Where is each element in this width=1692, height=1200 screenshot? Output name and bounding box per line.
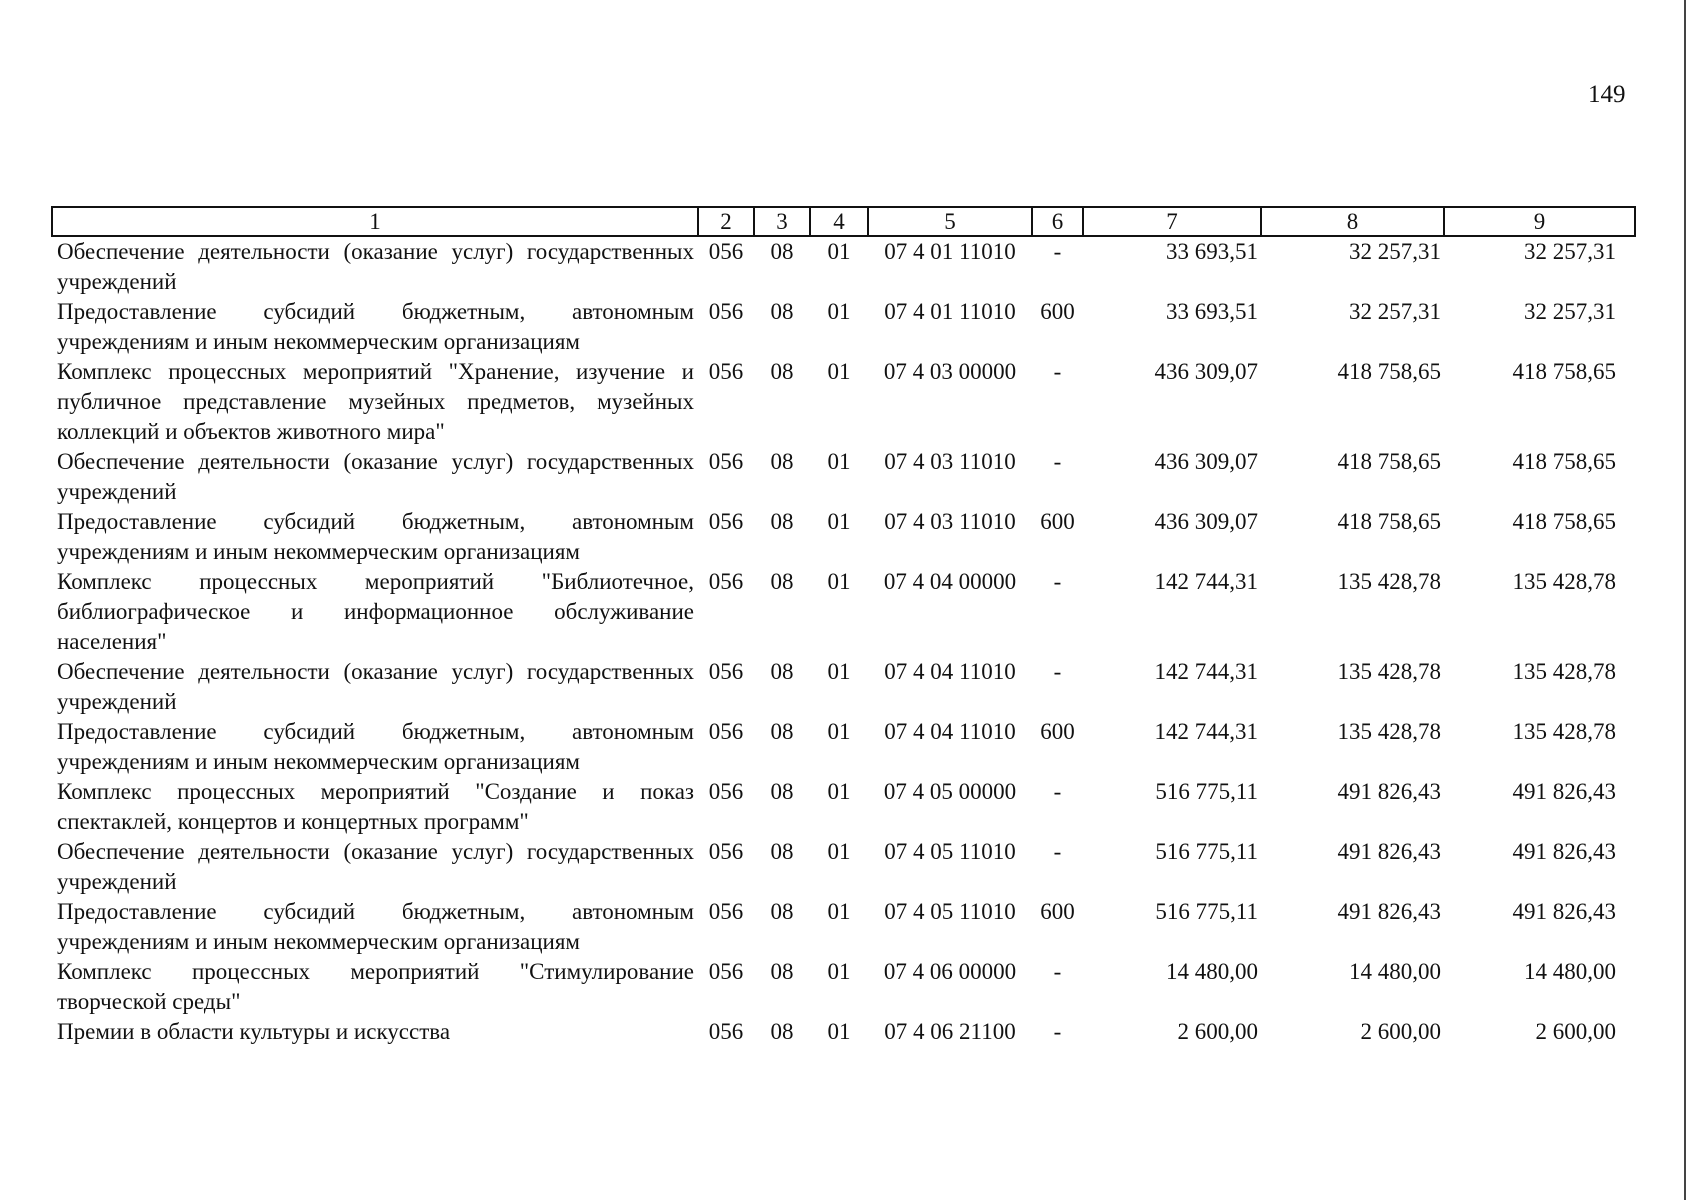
section-cell: 08 <box>770 719 794 744</box>
name-cell: Обеспечение деятельности (оказание услуг) государственных учреждений <box>57 839 694 894</box>
amount-year2-cell: 2 600,00 <box>1360 1019 1441 1044</box>
name-cell: Обеспечение деятельности (оказание услуг) государственных учреждений <box>57 239 694 294</box>
target-article-cell: 07 4 03 11010 <box>884 509 1016 534</box>
target-article-cell: 07 4 01 11010 <box>884 239 1016 264</box>
amount-year1-cell: 33 693,51 <box>1166 299 1258 324</box>
amount-year2-cell: 491 826,43 <box>1337 839 1441 864</box>
name-cell: Предоставление субсидий бюджетным, автономным учреждениям и иным некоммерческим организациям <box>57 899 694 954</box>
amount-year2-cell: 491 826,43 <box>1337 899 1441 924</box>
section-cell: 08 <box>770 839 794 864</box>
amount-year1-cell: 436 309,07 <box>1154 509 1258 534</box>
scan-edge-line <box>1684 0 1686 1200</box>
amount-year1-cell: 142 744,31 <box>1154 719 1258 744</box>
amount-year3-cell: 135 428,78 <box>1512 569 1616 594</box>
amount-year1-cell: 516 775,11 <box>1155 779 1258 804</box>
subsection-cell: 01 <box>827 359 851 384</box>
header-col-1: 1 <box>52 207 698 236</box>
admin-code-cell: 056 <box>708 569 744 594</box>
amount-year3-cell: 135 428,78 <box>1512 719 1616 744</box>
amount-year3-cell: 32 257,31 <box>1524 299 1616 324</box>
subsection-cell: 01 <box>827 779 851 804</box>
admin-code-cell: 056 <box>708 899 744 924</box>
amount-year2-cell: 135 428,78 <box>1337 659 1441 684</box>
table-row <box>52 717 1635 777</box>
section-cell: 08 <box>770 299 794 324</box>
amount-year2-cell: 418 758,65 <box>1337 359 1441 384</box>
amount-year2-cell: 135 428,78 <box>1337 719 1441 744</box>
target-article-cell: 07 4 04 00000 <box>883 569 1017 594</box>
target-article-cell: 07 4 05 00000 <box>883 779 1017 804</box>
amount-year2-cell: 418 758,65 <box>1337 509 1441 534</box>
name-cell: Комплекс процессных мероприятий "Стимулирование творческой среды" <box>57 959 694 1014</box>
section-cell: 08 <box>770 509 794 534</box>
subsection-cell: 01 <box>827 659 851 684</box>
admin-code-cell: 056 <box>708 959 744 984</box>
target-article-cell: 07 4 04 11010 <box>884 659 1016 684</box>
header-col-2: 2 <box>698 207 754 236</box>
expense-type-cell: - <box>1053 959 1062 984</box>
expense-type-cell: - <box>1053 779 1062 804</box>
table-row <box>52 777 1635 837</box>
section-cell: 08 <box>770 569 794 594</box>
amount-year1-cell: 33 693,51 <box>1166 239 1258 264</box>
section-cell: 08 <box>770 899 794 924</box>
table-row <box>52 236 1635 297</box>
amount-year2-cell: 32 257,31 <box>1349 239 1441 264</box>
subsection-cell: 01 <box>827 839 851 864</box>
section-cell: 08 <box>770 449 794 474</box>
amount-year2-cell: 32 257,31 <box>1349 299 1441 324</box>
admin-code-cell: 056 <box>708 779 744 804</box>
expense-type-cell: 600 <box>1040 299 1075 324</box>
expense-type-cell: 600 <box>1040 899 1075 924</box>
target-article-cell: 07 4 01 11010 <box>884 299 1016 324</box>
table-body <box>52 236 1635 1047</box>
target-article-cell: 07 4 05 11010 <box>884 899 1016 924</box>
section-cell: 08 <box>770 959 794 984</box>
amount-year1-cell: 142 744,31 <box>1154 659 1258 684</box>
amount-year1-cell: 436 309,07 <box>1154 449 1258 474</box>
amount-year3-cell: 32 257,31 <box>1524 239 1616 264</box>
name-cell: Премии в области культуры и искусства <box>57 1019 451 1044</box>
expense-type-cell: 600 <box>1040 719 1075 744</box>
table-row <box>52 957 1635 1017</box>
amount-year1-cell: 436 309,07 <box>1154 359 1258 384</box>
subsection-cell: 01 <box>827 299 851 324</box>
subsection-cell: 01 <box>827 1019 851 1044</box>
subsection-cell: 01 <box>827 959 851 984</box>
name-cell: Комплекс процессных мероприятий "Хранение, изучение и публичное представление музейных предметов, музейных коллекций и объектов животного мира" <box>57 359 694 444</box>
amount-year3-cell: 2 600,00 <box>1535 1019 1616 1044</box>
header-col-8: 8 <box>1261 207 1444 236</box>
target-article-cell: 07 4 03 11010 <box>884 449 1016 474</box>
amount-year1-cell: 142 744,31 <box>1154 569 1258 594</box>
target-article-cell: 07 4 04 11010 <box>884 719 1016 744</box>
amount-year3-cell: 418 758,65 <box>1512 509 1616 534</box>
admin-code-cell: 056 <box>708 509 744 534</box>
admin-code-cell: 056 <box>708 239 744 264</box>
table-row <box>52 507 1635 567</box>
name-cell: Предоставление субсидий бюджетным, автономным учреждениям и иным некоммерческим организациям <box>57 509 694 564</box>
amount-year3-cell: 418 758,65 <box>1512 359 1616 384</box>
amount-year2-cell: 418 758,65 <box>1337 449 1441 474</box>
admin-code-cell: 056 <box>708 1019 744 1044</box>
table-row <box>52 567 1635 657</box>
budget-table <box>51 206 1636 1047</box>
admin-code-cell: 056 <box>708 299 744 324</box>
expense-type-cell: - <box>1053 569 1062 594</box>
target-article-cell: 07 4 05 11010 <box>884 839 1016 864</box>
admin-code-cell: 056 <box>708 659 744 684</box>
amount-year1-cell: 516 775,11 <box>1155 839 1258 864</box>
table-row <box>52 897 1635 957</box>
table-row <box>52 657 1635 717</box>
section-cell: 08 <box>770 1019 794 1044</box>
subsection-cell: 01 <box>827 569 851 594</box>
name-cell: Обеспечение деятельности (оказание услуг) государственных учреждений <box>57 659 694 714</box>
target-article-cell: 07 4 06 21100 <box>884 1019 1016 1044</box>
target-article-cell: 07 4 06 00000 <box>883 959 1017 984</box>
amount-year1-cell: 14 480,00 <box>1166 959 1258 984</box>
expense-type-cell: - <box>1053 839 1062 864</box>
name-cell: Комплекс процессных мероприятий "Создание и показ спектаклей, концертов и концертных программ" <box>57 779 694 834</box>
header-col-9: 9 <box>1444 207 1635 236</box>
amount-year2-cell: 491 826,43 <box>1337 779 1441 804</box>
amount-year2-cell: 135 428,78 <box>1337 569 1441 594</box>
subsection-cell: 01 <box>827 509 851 534</box>
amount-year2-cell: 14 480,00 <box>1349 959 1441 984</box>
section-cell: 08 <box>770 779 794 804</box>
section-cell: 08 <box>770 239 794 264</box>
subsection-cell: 01 <box>827 449 851 474</box>
page-number: 149 <box>1588 81 1626 108</box>
expense-type-cell: - <box>1053 1019 1062 1044</box>
header-row <box>52 207 1635 236</box>
amount-year1-cell: 516 775,11 <box>1155 899 1258 924</box>
amount-year3-cell: 491 826,43 <box>1512 899 1616 924</box>
table-row <box>52 447 1635 507</box>
header-col-7: 7 <box>1083 207 1261 236</box>
name-cell: Предоставление субсидий бюджетным, автономным учреждениям и иным некоммерческим организациям <box>57 299 694 354</box>
admin-code-cell: 056 <box>708 839 744 864</box>
section-cell: 08 <box>770 659 794 684</box>
amount-year3-cell: 491 826,43 <box>1512 779 1616 804</box>
table-row <box>52 837 1635 897</box>
amount-year3-cell: 491 826,43 <box>1512 839 1616 864</box>
subsection-cell: 01 <box>827 239 851 264</box>
table-row <box>52 1017 1635 1047</box>
amount-year1-cell: 2 600,00 <box>1177 1019 1258 1044</box>
table-row <box>52 297 1635 357</box>
name-cell: Предоставление субсидий бюджетным, автономным учреждениям и иным некоммерческим организациям <box>57 719 694 774</box>
header-col-6: 6 <box>1032 207 1083 236</box>
target-article-cell: 07 4 03 00000 <box>883 359 1017 384</box>
table-row <box>52 357 1635 447</box>
section-cell: 08 <box>770 359 794 384</box>
admin-code-cell: 056 <box>708 359 744 384</box>
header-col-3: 3 <box>754 207 810 236</box>
header-col-4: 4 <box>810 207 868 236</box>
admin-code-cell: 056 <box>708 449 744 474</box>
name-cell: Обеспечение деятельности (оказание услуг) государственных учреждений <box>57 449 694 504</box>
amount-year3-cell: 14 480,00 <box>1524 959 1616 984</box>
expense-type-cell: - <box>1053 659 1062 684</box>
header-col-5: 5 <box>868 207 1032 236</box>
amount-year3-cell: 418 758,65 <box>1512 449 1616 474</box>
subsection-cell: 01 <box>827 719 851 744</box>
amount-year3-cell: 135 428,78 <box>1512 659 1616 684</box>
subsection-cell: 01 <box>827 899 851 924</box>
expense-type-cell: - <box>1053 449 1062 474</box>
expense-type-cell: 600 <box>1040 509 1075 534</box>
admin-code-cell: 056 <box>708 719 744 744</box>
expense-type-cell: - <box>1053 239 1062 264</box>
expense-type-cell: - <box>1053 359 1062 384</box>
name-cell: Комплекс процессных мероприятий "Библиотечное, библиографическое и информационное обслуживание населения" <box>57 569 694 654</box>
